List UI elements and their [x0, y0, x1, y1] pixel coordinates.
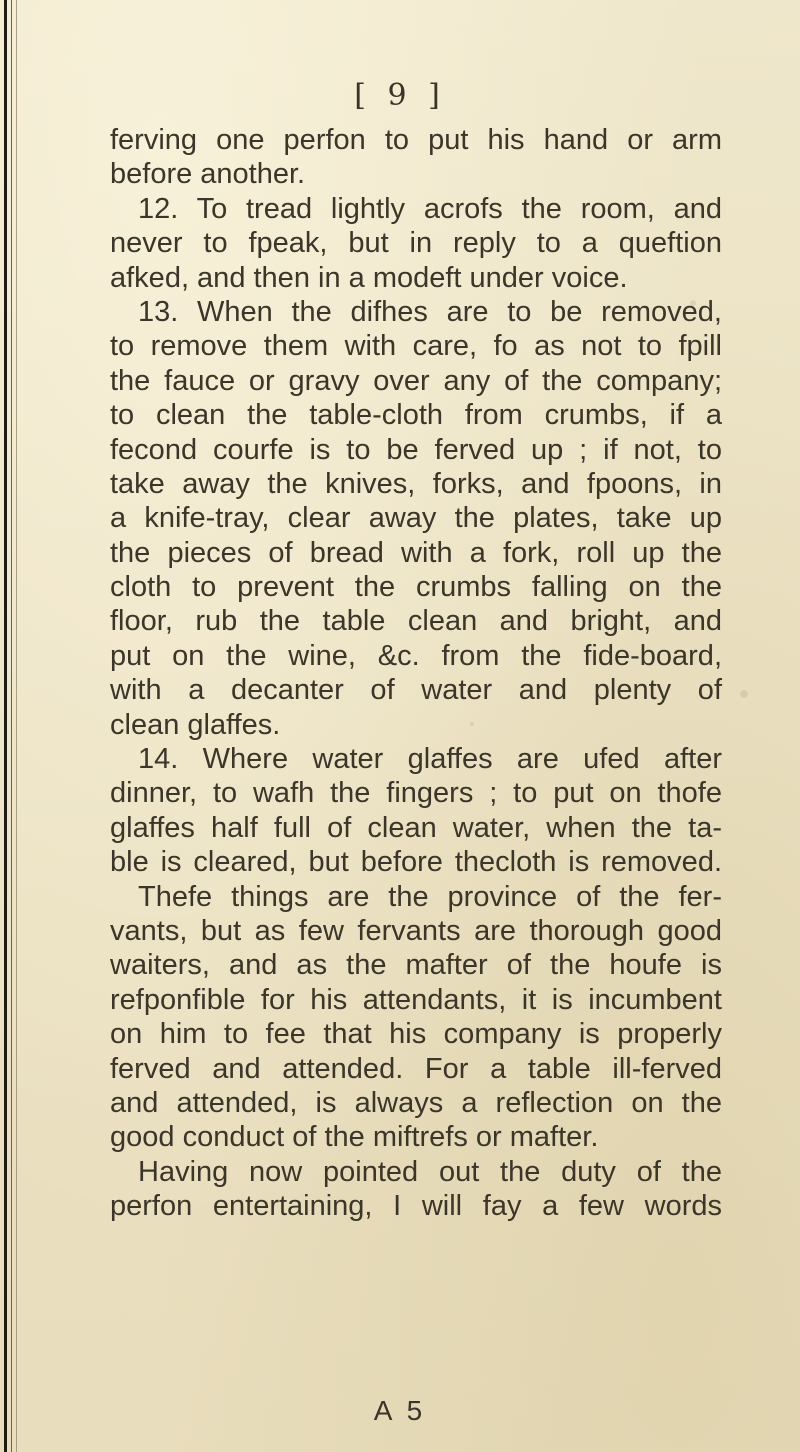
text-line: vants, but as few fervants are thorough good	[110, 914, 722, 947]
text-line: 13. When the difhes are to be removed,	[138, 295, 722, 328]
text-line: ferving one perfon to put his hand or arm	[110, 124, 722, 156]
text-line: good conduct of the miftrefs or mafter.	[110, 1121, 599, 1154]
signature-mark: A 5	[373, 1395, 427, 1426]
text-line: waiters, and as the mafter of the houfe is	[110, 949, 722, 982]
text-line: Having now pointed out the duty of the	[138, 1155, 722, 1188]
text-line: never to fpeak, but in reply to a queftion	[110, 227, 722, 260]
text-line: fecond courfe is to be ferved up ; if not, to	[110, 433, 722, 466]
text-line: take away the knives, forks, and fpoons, in	[110, 467, 722, 500]
text-line: floor, rub the table clean and bright, and	[110, 605, 722, 638]
text-line: ferved and attended. For a table ill-ferved	[110, 1052, 722, 1085]
page-number-header: [ 9 ]	[354, 78, 446, 113]
text-line: afked, and then in a modeft under voice.	[110, 261, 628, 294]
text-line: the fauce or gravy over any of the company;	[110, 364, 722, 397]
text-line: on him to fee that his company is properly	[110, 1018, 722, 1051]
text-line: ble is cleared, but before thecloth is removed.	[110, 846, 722, 879]
text-line: 14. Where water glaffes are ufed after	[138, 743, 722, 776]
text-line: with a decanter of water and plenty of	[110, 674, 722, 707]
text-line: Thefe things are the province of the fer-	[138, 880, 722, 913]
text-line: refponfible for his attendants, it is incumbent	[110, 983, 722, 1016]
binding-edge-line	[11, 0, 12, 1452]
text-line: put on the wine, &c. from the fide-board,	[110, 639, 722, 672]
text-line: and attended, is always a reflection on the	[110, 1086, 722, 1119]
binding-edge-line	[4, 0, 7, 1452]
text-line: 12. To tread lightly acrofs the room, and	[138, 192, 722, 225]
text-line: a knife-tray, clear away the plates, take up	[110, 502, 722, 535]
text-line: to clean the table-cloth from crumbs, if a	[110, 399, 722, 432]
text-line: clean glaffes.	[110, 708, 281, 741]
paper-foxing-spot	[740, 690, 748, 698]
binding-edge-line	[16, 0, 17, 1452]
text-line: cloth to prevent the crumbs falling on the	[110, 571, 722, 604]
text-line: perfon entertaining, I will fay a few words	[110, 1190, 722, 1223]
text-line: the pieces of bread with a fork, roll up the	[110, 536, 722, 569]
text-line: before another.	[110, 158, 306, 191]
text-line: glaffes half full of clean water, when the ta-	[110, 811, 722, 844]
body-text	[110, 123, 722, 1224]
text-line: dinner, to wafh the fingers ; to put on thofe	[110, 777, 722, 810]
text-line: to remove them with care, fo as not to fpill	[110, 330, 722, 363]
